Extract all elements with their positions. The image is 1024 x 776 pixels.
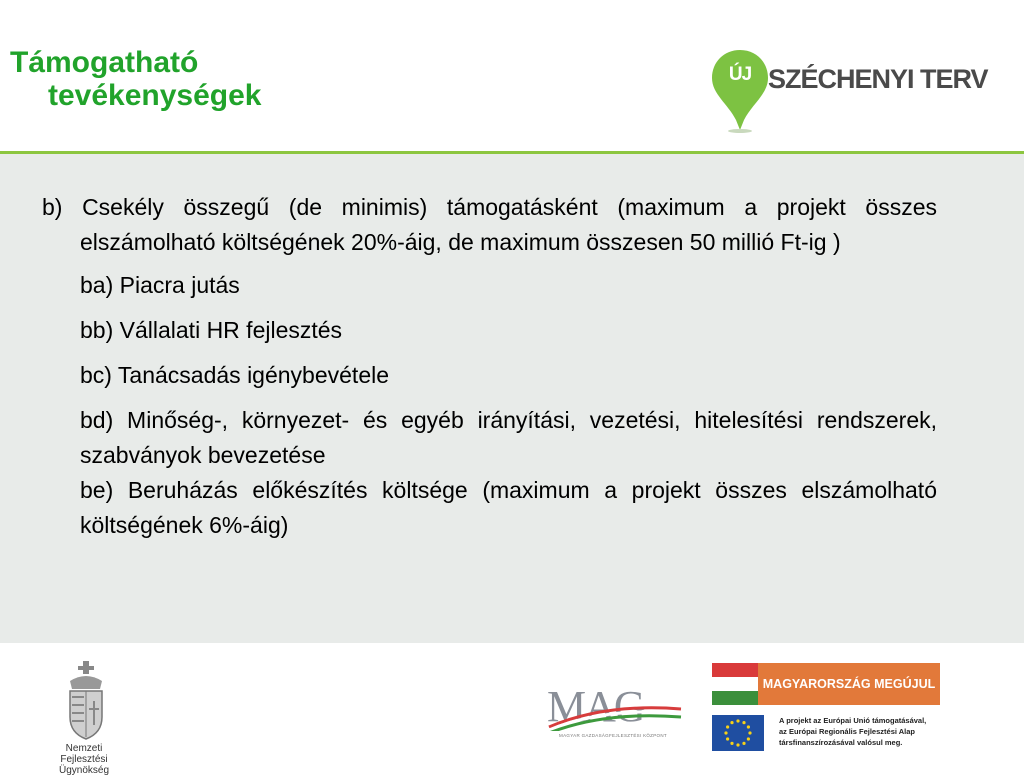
slide-header [0,0,1024,151]
eu-notice-line-3: társfinanszírozásával valósul meg. [779,738,903,747]
flag-swoosh-icon [545,701,685,731]
mag-wordmark: MAG [547,682,644,731]
content-panel [0,154,1024,643]
eu-notice-line-2: az Európai Regionális Fejlesztési Alap [779,727,916,736]
magyarorszag-megujul-banner: MAGYARORSZÁG MEGÚJUL [758,663,940,705]
coat-of-arms-icon [64,657,108,741]
nfu-caption-line-2: Fejlesztési Ügynökség [58,754,110,776]
list-item-bd: bd) Minőség-, környezet- és egyéb irányítási, vezetési, hitelesítési rendszerek, szabványok bevezetése [80,407,937,468]
nfu-caption [36,743,132,776]
nfu-caption-line-1: Nemzeti [65,743,103,754]
map-pin-icon [710,48,770,134]
brand-name: SZÉCHENYI TERV [768,64,988,94]
slide-title [10,46,262,112]
body-text [42,190,937,553]
title-line-1: Támogatható [10,46,199,79]
mag-subtitle: MAGYAR GAZDASÁGFEJLESZTÉSI KÖZPONT [559,733,667,738]
eu-funding-notice [779,715,954,748]
eu-notice-line-1: A projekt az Európai Unió támogatásával, [779,716,927,725]
uj-szechenyi-terv-logo [708,48,988,134]
eu-flag-icon [712,715,764,751]
hungarian-flag-icon [712,663,758,705]
list-item-ba: ba) Piacra jutás [80,272,240,298]
footer-logos [0,643,1024,776]
mag-logo [545,681,685,743]
title-line-2: tevékenységek [48,79,262,112]
list-item-bb: bb) Vállalati HR fejlesztés [80,317,343,343]
list-item-b: b) Csekély összegű (de minimis) támogatásként (maximum a projekt összes elszámolható költségének 20%-áig, de maximum összesen 50 millió Ft-ig ) [42,194,937,255]
pin-label: ÚJ [728,64,752,85]
list-item-be: be) Beruházás előkészítés költsége (maximum a projekt összes elszámolható költségének 6%-áig) [80,477,937,538]
list-item-bc: bc) Tanácsadás igénybevétele [80,362,390,388]
